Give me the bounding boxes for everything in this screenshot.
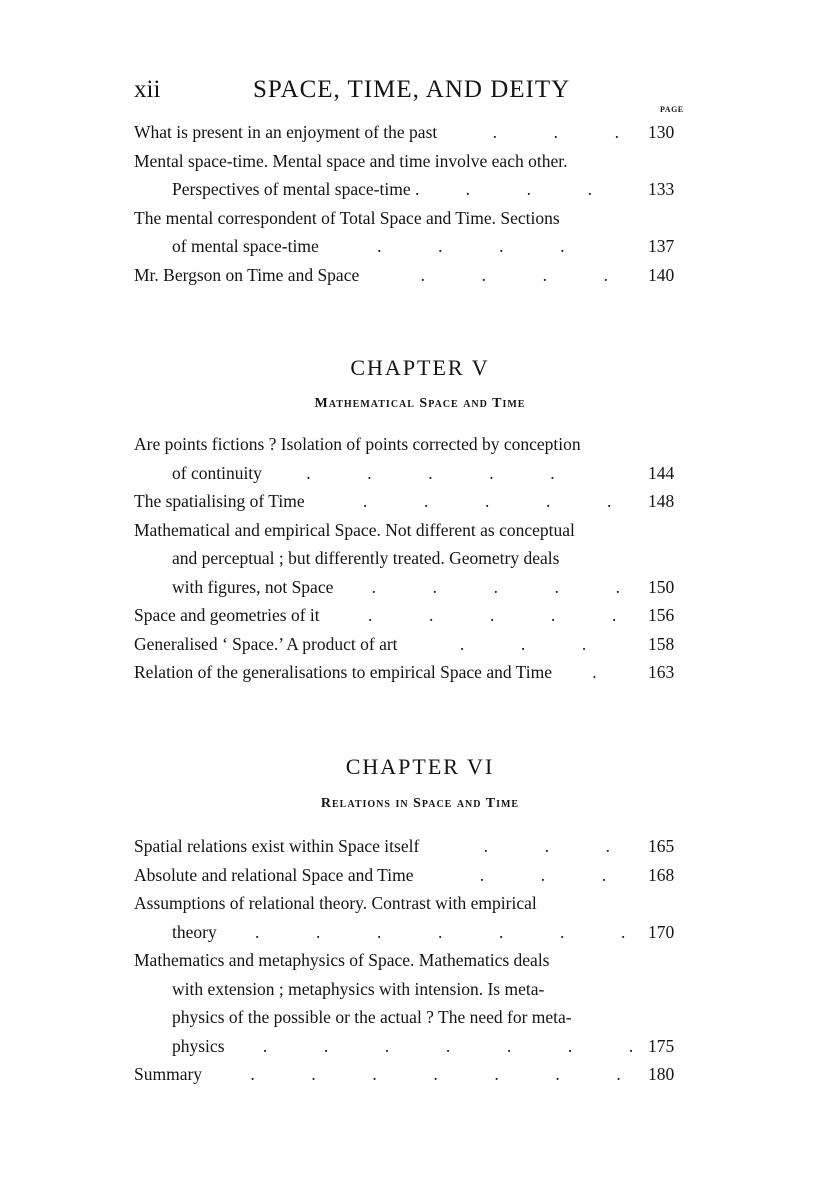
toc-entry-line: with figures, not Space . . . . . 150 — [134, 573, 694, 602]
toc-entry — [134, 946, 694, 1060]
toc-chapter-5 — [134, 430, 694, 687]
toc-entry-line: theory . . . . . . . 170 — [134, 918, 694, 947]
toc-entry-line: of mental space-time . . . . 137 — [134, 232, 694, 261]
toc-entry — [134, 1060, 694, 1089]
toc-entry — [134, 261, 694, 290]
toc-entry — [134, 861, 694, 890]
toc-section-1 — [134, 118, 694, 289]
running-title: SPACE, TIME, AND DEITY — [253, 76, 571, 103]
toc-page-number: 133 — [648, 179, 675, 199]
toc-page-number: 180 — [648, 1064, 675, 1084]
toc-entry-line: Are points fictions ? Isolation of points corrected by conception — [134, 434, 581, 454]
toc-entry-line: Generalised ‘ Space.’ A product of art . . . 158 — [134, 630, 694, 659]
toc-entry-line: Assumptions of relational theory. Contrast with empirical — [134, 893, 537, 913]
toc-page-number: 165 — [648, 836, 675, 856]
toc-page-number: 150 — [648, 576, 675, 597]
toc-entry-line: physics of the possible or the actual ? The need for meta- — [172, 1007, 572, 1027]
toc-entry — [134, 832, 694, 861]
toc-page-number: 137 — [648, 236, 675, 256]
toc-page-number: 140 — [648, 264, 675, 285]
toc-entry-line: with extension ; metaphysics with intension. Is meta- — [172, 978, 545, 999]
toc-entry-line: physics . . . . . . . 175 — [134, 1032, 694, 1061]
toc-page-number: 170 — [648, 921, 675, 942]
toc-entry-line: Spatial relations exist within Space itself . . . 165 — [134, 832, 694, 861]
toc-entry — [134, 118, 694, 147]
chapter-subtitle: Mathematical Space and Time — [314, 396, 526, 411]
page-column-label: PAGE — [660, 105, 684, 114]
toc-page-number: 156 — [648, 605, 675, 625]
toc-entry — [134, 204, 694, 261]
chapter-heading: CHAPTER VI — [345, 754, 495, 779]
toc-entry-line: Space and geometries of it . . . . . 156 — [134, 601, 694, 630]
toc-chapter-6 — [134, 832, 694, 1089]
toc-entry — [134, 601, 694, 630]
toc-entry — [134, 889, 694, 946]
toc-page-number: 168 — [648, 864, 675, 885]
toc-entry-line: Summary . . . . . . . 180 — [134, 1060, 694, 1089]
toc-entry — [134, 430, 694, 487]
toc-entry-line: Mathematical and empirical Space. Not different as conceptual — [134, 519, 575, 540]
toc-page-number: 175 — [648, 1035, 675, 1056]
toc-entry — [134, 487, 694, 516]
toc-entry-line: Relation of the generalisations to empirical Space and Time . 163 — [134, 658, 694, 687]
toc-page-number: 163 — [648, 662, 675, 682]
toc-entry — [134, 147, 694, 204]
toc-entry-line: Mr. Bergson on Time and Space . . . . 140 — [134, 261, 694, 290]
toc-entry — [134, 630, 694, 659]
toc-entry-line: The spatialising of Time . . . . . 148 — [134, 487, 694, 516]
toc-page-number: 158 — [648, 633, 675, 654]
toc-entry-line: Mathematics and metaphysics of Space. Mathematics deals — [134, 950, 550, 970]
toc-entry-line: What is present in an enjoyment of the past . . . 130 — [134, 118, 694, 147]
toc-page-number: 130 — [648, 122, 675, 142]
page-folio: xii — [134, 76, 161, 103]
toc-entry — [134, 658, 694, 687]
toc-entry-line: of continuity . . . . . 144 — [134, 459, 694, 488]
toc-entry-line: The mental correspondent of Total Space and Time. Sections — [134, 207, 560, 228]
page-header — [0, 76, 840, 110]
chapter-heading: CHAPTER V — [350, 355, 490, 380]
toc-entry — [134, 516, 694, 602]
toc-entry-line: and perceptual ; but differently treated. Geometry deals — [172, 548, 560, 568]
chapter-subtitle: Relations in Space and Time — [320, 796, 520, 811]
toc-page-number: 148 — [648, 491, 675, 511]
toc-page-number: 144 — [648, 462, 675, 483]
toc-entry-line: Absolute and relational Space and Time . . . 168 — [134, 861, 694, 890]
toc-entry-line: Perspectives of mental space-time . . . . 133 — [134, 175, 694, 204]
toc-entry-line: Mental space-time. Mental space and time involve each other. — [134, 150, 568, 171]
